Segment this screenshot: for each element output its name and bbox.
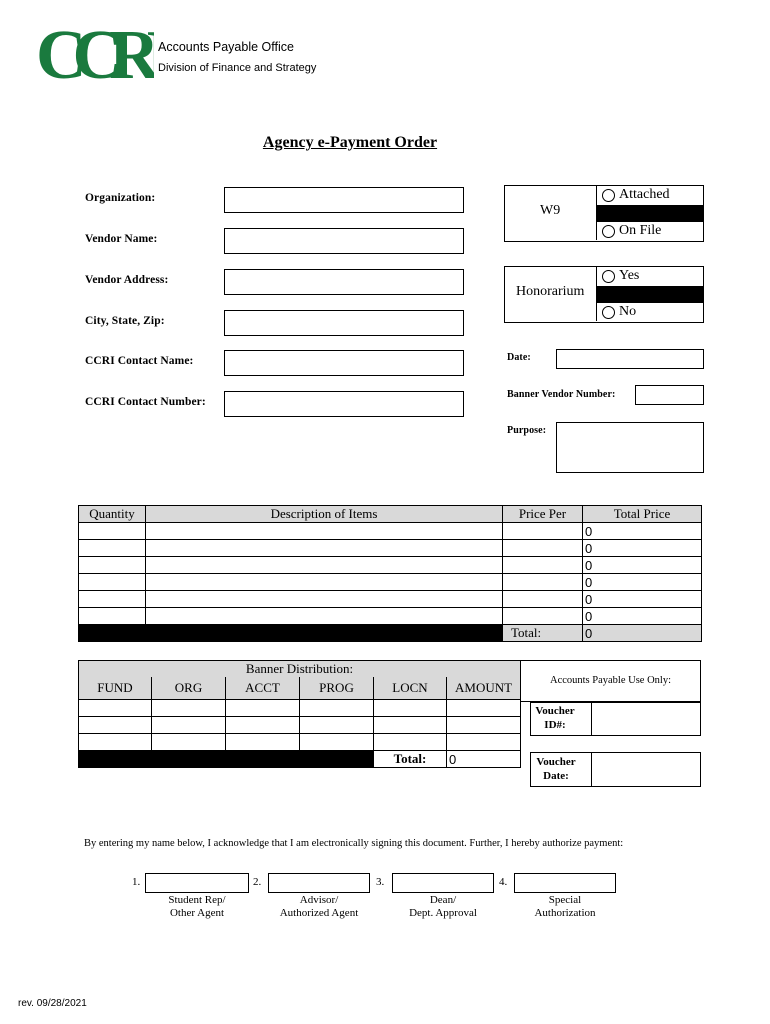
row-total: 0 [583,557,702,574]
honorarium-yes-radio[interactable] [602,270,615,283]
contact-number-label: CCRI Contact Number: [85,396,206,408]
w9-attached-radio[interactable] [602,189,615,202]
logo-text: CCRI [36,22,154,86]
sig3-input[interactable] [392,873,494,893]
price-per-header: Price Per [503,506,583,523]
table-row [79,591,702,608]
row-total: 0 [583,523,702,540]
items-total-label: Total: [503,625,583,642]
date-label: Date: [507,352,531,363]
ccri-logo [36,22,154,86]
fund-header: FUND [79,677,152,700]
contact-number-input[interactable] [224,391,464,417]
voucher-date-label: Voucher Date: [536,756,576,782]
honorarium-no-label: No [619,304,637,319]
vendor-address-input[interactable] [224,269,464,295]
vendor-name-input[interactable] [224,228,464,254]
distribution-table [78,660,521,768]
sig1-input[interactable] [145,873,249,893]
w9-onfile-radio[interactable] [602,225,615,238]
ap-use-title: Accounts Payable Use Only: [549,675,672,686]
sig4-caption: Special Authorization [534,894,596,919]
w9-attached-label: Attached [619,187,670,202]
row-total: 0 [583,540,702,557]
table-row [79,717,521,734]
row-total: 0 [583,608,702,625]
w9-onfile-label: On File [619,223,662,238]
purpose-label: Purpose: [507,425,547,436]
honorarium-no-radio[interactable] [602,306,615,319]
sig1-number: 1. [132,876,141,888]
total-price-header: Total Price [583,506,702,523]
banner-vendor-label: Banner Vendor Number: [507,389,616,400]
office-name: Accounts Payable Office [158,40,294,54]
row-total: 0 [583,591,702,608]
city-state-zip-input[interactable] [224,310,464,336]
contact-name-label: CCRI Contact Name: [85,355,194,367]
table-row [79,540,702,557]
sig3-number: 3. [376,876,385,888]
vendor-name-label: Vendor Name: [85,233,158,245]
description-header: Description of Items [146,506,503,523]
honorarium-label: Honorarium [516,284,585,299]
voucher-id-input[interactable] [591,702,701,736]
table-row [79,574,702,591]
table-row [79,608,702,625]
items-table [78,505,702,642]
prog-header: PROG [300,677,374,700]
sig2-number: 2. [253,876,262,888]
row-total: 0 [583,574,702,591]
items-grand-total: 0 [583,625,702,642]
voucher-id-label: Voucher ID#: [535,705,575,731]
sig3-caption: Dean/ Dept. Approval [409,894,477,919]
table-row [79,700,521,717]
city-state-zip-label: City, State, Zip: [85,315,165,327]
date-input[interactable] [556,349,704,369]
revision-text: rev. 09/28/2021 [18,998,87,1009]
table-row [79,734,521,751]
org-header: ORG [152,677,226,700]
amount-header: AMOUNT [447,677,521,700]
banner-vendor-input[interactable] [635,385,704,405]
acct-header: ACCT [226,677,300,700]
sig2-input[interactable] [268,873,370,893]
sig4-number: 4. [499,876,508,888]
contact-name-input[interactable] [224,350,464,376]
division-name: Division of Finance and Strategy [158,62,317,74]
voucher-date-input[interactable] [591,752,701,787]
purpose-input[interactable] [556,422,704,473]
sig2-caption: Advisor/ Authorized Agent [279,894,359,919]
table-row [79,523,702,540]
sig1-caption: Student Rep/ Other Agent [168,894,226,919]
w9-label: W9 [540,203,561,218]
page-title: Agency e-Payment Order [262,134,438,151]
vendor-address-label: Vendor Address: [85,274,169,286]
acknowledgement-text: By entering my name below, I acknowledge that I am electronically signing this document. Further, I hereby authorize payment: [84,838,624,849]
locn-header: LOCN [374,677,447,700]
quantity-header: Quantity [79,506,146,523]
sig4-input[interactable] [514,873,616,893]
distribution-total-value: 0 [447,751,521,768]
table-row [79,557,702,574]
distribution-total-label: Total: [374,751,447,768]
honorarium-yes-label: Yes [619,268,640,283]
organization-label: Organization: [85,192,156,204]
distribution-title: Banner Distribution: [79,661,521,678]
organization-input[interactable] [224,187,464,213]
